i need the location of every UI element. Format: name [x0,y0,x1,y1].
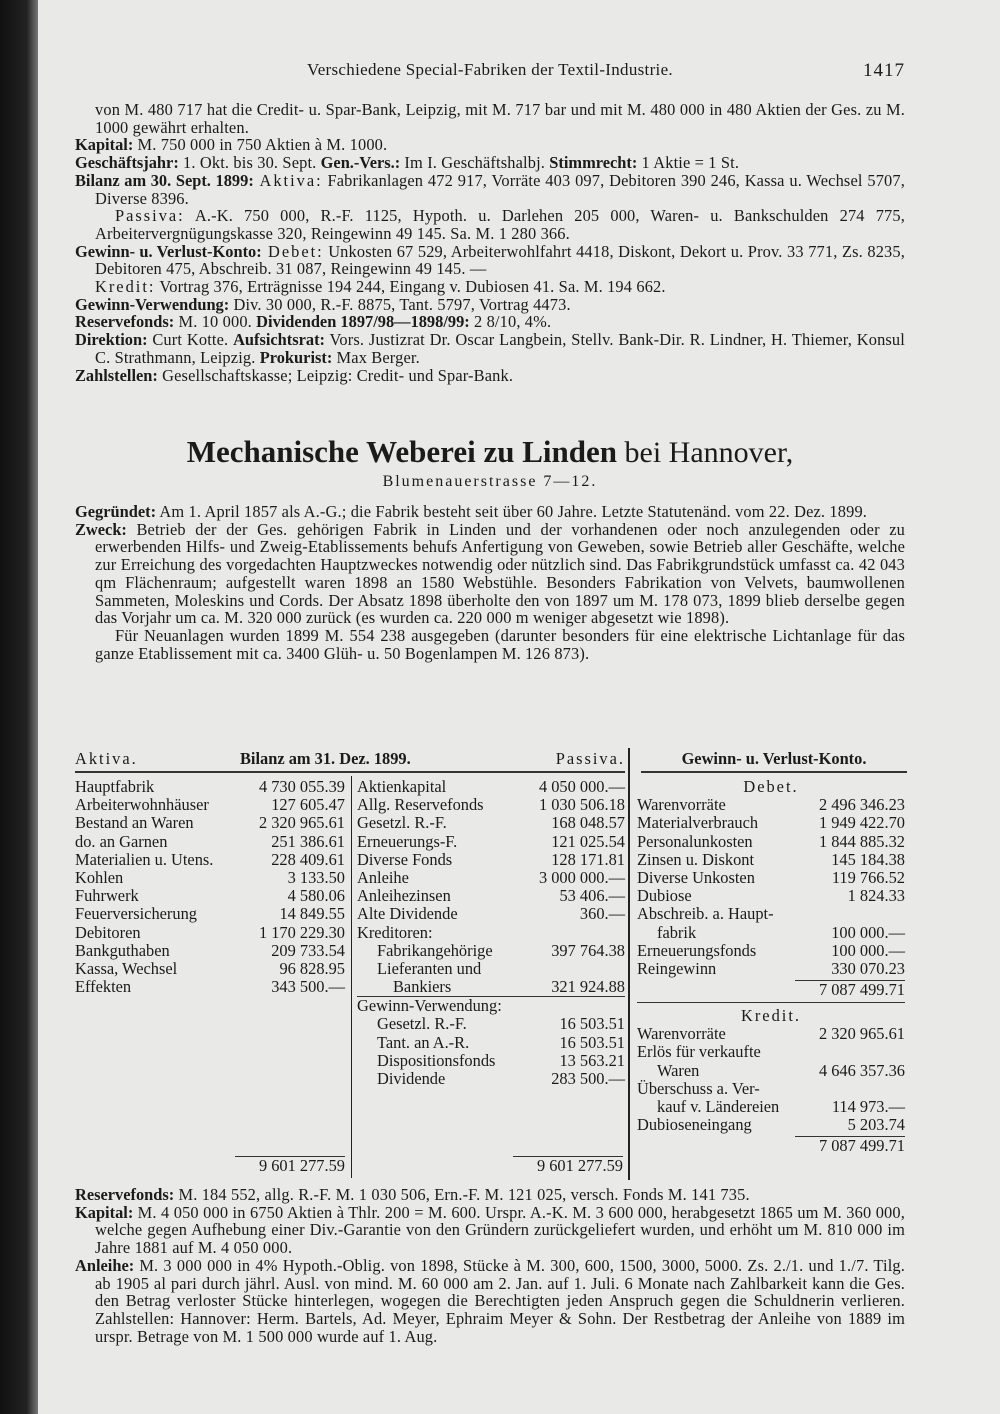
row-value: 3 000 000.— [538,867,625,887]
row-label: Gesetzl. R.-F. [377,1014,467,1034]
table-row [637,833,905,851]
company-location: bei Hannover, [617,436,794,469]
column-divider-main [628,748,630,1180]
field-label: Kapital: [75,135,134,155]
row-value: 360.— [579,904,625,924]
row-label: Warenvorräte [637,1024,726,1044]
table-row [637,851,905,869]
table-row [75,978,345,996]
table-row [357,1015,625,1033]
row-value: 4 730 055.39 [258,777,345,796]
text-run: Passiva: [115,206,185,226]
paragraph [75,207,905,242]
text-run: Gesellschaftskasse; Leipzig: Credit- und Spar-Bank. [157,365,514,385]
row-label: Arbeiterwohnhäuser [75,795,209,815]
row-value: 1 170 229.30 [258,922,345,942]
field-label: Stimmrecht: [549,153,638,173]
table-row [357,978,625,996]
text-run: A.-K. 750 000, R.-F. 1125, Hypoth. u. Darlehen 205 000, Waren- u. Bankschulden 274 775, Arbeitervergnügungskasse 320, Reingewinn 49 145. Sa. M. 1 280 366. [95,206,905,243]
table-row [75,869,345,887]
table-row [75,833,345,851]
text-run: M. 184 552, allg. R.-F. M. 1 030 506, Ern.-F. M. 121 025, versch. Fonds M. 141 735. [174,1185,750,1204]
table-row [637,796,905,814]
table-row [357,924,625,942]
row-label: Anleihezinsen [357,886,451,906]
text-run: Vors. Justizrat Dr. Oscar Langbein, Stellv. Bank-Dir. R. Lindner, H. Thiemer, Konsul C. Strathmann, Leipzig. [95,330,905,367]
bilanz-title: Bilanz am 31. Dez. 1899. [240,749,411,768]
table-row [75,905,345,923]
row-label: Effekten [75,977,132,997]
guv-column [637,777,905,1156]
row-label: Gesetzl. R.-F. [357,813,447,833]
row-label: Dispositionsfonds [377,1050,496,1070]
bilanz-header-rule [75,771,625,773]
row-label: Bestand an Waren [75,813,194,833]
table-row [637,869,905,887]
row-value: 1 824.33 [847,886,905,906]
field-label: Zahlstellen: [75,365,158,385]
row-value: 2 320 965.61 [258,813,345,833]
text-run: M. 750 000 in 750 Aktien à M. 1000. [133,135,388,155]
text-run: Im I. Geschäftshalbj. [400,153,550,173]
row-value: 2 496 346.23 [818,795,905,815]
passiva-column [357,778,625,1088]
row-label: Warenvorräte [637,795,726,815]
row-value: 16 503.51 [559,1014,625,1034]
kredit-total [637,1134,905,1156]
row-label: Fabrikangehörige [377,940,493,960]
table-row [637,1116,905,1134]
table-row [75,814,345,832]
row-value: 228 409.61 [271,849,345,869]
row-value: 3 133.50 [287,867,345,887]
row-label: Überschuss a. Ver- [637,1078,760,1098]
row-label: Kassa, Wechsel [75,958,178,978]
table-row [357,1052,625,1070]
row-label: Debitoren [75,922,141,942]
kredit-total-value: 7 087 499.71 [795,1136,905,1155]
row-label: Hauptfabrik [75,777,155,796]
row-value: 2 320 965.61 [818,1024,905,1044]
table-row [357,905,625,923]
table-row [357,887,625,905]
table-row [637,887,905,905]
field-label: Gen.-Vers.: [320,153,401,173]
table-row [637,960,905,978]
row-label: Dividende [377,1069,446,1088]
row-label: Kreditoren: [357,922,433,942]
table-row [357,960,625,978]
guv-title: Gewinn- u. Verlust-Konto. [681,749,867,768]
row-value: 1 030 506.18 [538,795,625,815]
paragraph [75,136,905,154]
row-label: Bankguthaben [75,940,170,960]
paragraph [75,627,905,662]
field-label: Anleihe: [75,1255,135,1275]
text-run: 1 Aktie = 1 St. [637,153,740,173]
row-value: 321 924.88 [551,977,625,997]
table-row [637,905,905,923]
row-label: do. an Garnen [75,831,168,851]
row-label: Erneuerungsfonds [637,940,757,960]
row-value: 283 500.— [551,1069,625,1088]
paragraph [75,1257,905,1346]
row-label: Reingewinn [637,958,717,978]
row-label: Waren [657,1060,700,1080]
table-row [75,942,345,960]
text-run: von M. 480 717 hat die Credit- u. Spar-Bank, Leipzig, mit M. 717 bar und mit M. 480 000 in 480 Aktien der Ges. zu M. 1000 gewährt erhalten. [95,100,905,137]
table-row [357,833,625,851]
paragraph [75,243,905,278]
company-description [75,503,905,662]
text-run: 1. Okt. bis 30. Sept. [178,153,321,173]
row-value: 100 000.— [831,922,905,942]
row-label: Aktienkapital [357,777,447,796]
row-value: 96 828.95 [279,958,345,978]
paragraph [75,296,905,314]
table-row [357,778,625,796]
guv-separator [637,1002,905,1003]
debet-total [637,978,905,1000]
row-value: 4 580.06 [287,886,345,906]
paragraph [75,1186,905,1204]
aktiva-column [75,778,345,996]
row-value: 121 025.54 [551,831,625,851]
text-run: Für Neuanlagen wurden 1899 M. 554 238 ausgegeben (darunter besonders für eine elektrische Lichtanlage für das ganze Etablissement mit ca. 3400 Glüh- u. 50 Bogenlampen M. 126 873). [95,625,905,663]
paragraph [75,367,905,385]
row-label: Bankiers [393,977,452,997]
table-row [75,887,345,905]
balance-tables [75,748,907,1188]
row-label: Diverse Fonds [357,849,453,869]
row-value: 53 406.— [559,886,625,906]
passiva-label: Passiva. [555,749,625,768]
paragraph [75,331,905,366]
field-label: Bilanz am 30. Sept. 1899: [75,170,254,190]
capital-section [75,1186,905,1345]
table-row [637,1098,905,1116]
table-row [75,778,345,796]
kredit-heading: Kredit. [741,1006,801,1026]
field-label: Geschäftsjahr: [75,153,179,173]
row-label: Kohlen [75,867,124,887]
scan-edge [0,0,38,1414]
text-run: M. 4 050 000 in 6750 Aktien à Thlr. 200 = M. 600. Urspr. A.-K. M. 3 600 000, herabgesetzt 1865 um M. 360 000, welche gegen Aufhebung einer Div.-Garantie von den Gründern zurückgeliefert wurden, und erhöht um M. 810 000 im Jahre 1881 auf M. 4 050 000. [95,1202,905,1258]
table-row [357,851,625,869]
row-label: Erneuerungs-F. [357,831,458,851]
table-row [75,924,345,942]
paragraph [75,313,905,331]
row-label: Fuhrwerk [75,886,139,906]
row-label: Gewinn-Verwendung: [357,996,502,1016]
row-value: 1 949 422.70 [818,813,905,833]
field-label: Dividenden 1897/98—1898/99: [256,312,470,332]
header-title: Verschiedene Special-Fabriken der Textil-Industrie. [307,60,673,79]
row-value: 119 766.52 [831,867,905,887]
table-row [357,996,625,1015]
field-label: Aufsichtsrat: [233,330,326,350]
row-value: 4 050 000.— [538,777,625,796]
table-row [637,1062,905,1080]
table-row [75,796,345,814]
field-label: Gewinn-Verwendung: [75,294,230,314]
table-row [75,960,345,978]
table-row [357,814,625,832]
row-label: Dubiose [637,886,692,906]
table-row [637,1043,905,1061]
table-row [357,1070,625,1088]
text-run: Debet: [261,241,324,261]
row-label: Dubioseneingang [637,1115,752,1135]
debet-total-value: 7 087 499.71 [795,980,905,999]
row-label: Zinsen u. Diskont [637,849,755,869]
table-row [357,796,625,814]
row-value: 13 563.21 [559,1050,625,1070]
table-row [637,942,905,960]
row-value: 128 171.81 [551,849,625,869]
guv-header-rule [641,771,907,773]
row-label: Allg. Reservefonds [357,795,484,815]
row-value: 127 605.47 [271,795,345,815]
row-value: 397 764.38 [551,940,625,960]
company-name: Mechanische Weberei zu Linden [186,434,618,469]
paragraph [75,101,905,136]
text-run: Max Berger. [332,347,420,367]
paragraph [75,278,905,296]
row-label: Alte Dividende [357,904,458,924]
text-run: Betrieb der der Ges. gehörigen Fabrik in Linden und der vorhandenen oder noch anzulegenden oder zu erwerbenden Hilfs- und Zweig-Etablissements behufs Anfertigung von Geweben, sowie Betrieb aller Geschäfte, welche zur Erreichung des vorgedachten Hauptzweckes notwendig oder nützlich sind. Das Fabrikgrundstück umfasst ca. 42 043 qm Flächenraum; aufgestellt waren 1898 an 1580 Webstühle. Besonders Fabrikation von Velvets, baumwollenen Sammeten, Moleskins und Cords. Der Absatz 1898 überholte den von 1897 um M. 178 073, 1899 blieb derselbe gegen das Vorjahr um ca. M. 320 000 zurück (es wurden ca. 220 000 m weniger abgesetzt wie 1898). [95,519,905,628]
text-run: M. 10 000. [174,312,257,332]
row-label: Abschreib. a. Haupt- [637,904,774,924]
row-label: Erlös für verkaufte [637,1042,761,1062]
paragraph [75,521,905,627]
row-label: Materialien u. Utens. [75,849,214,869]
field-label: Gegründet: [75,502,157,521]
paragraph [75,503,905,521]
row-label: Feuerversicherung [75,904,197,924]
table-row [637,1080,905,1098]
passiva-total: 9 601 277.59 [513,1156,623,1175]
row-value: 100 000.— [831,940,905,960]
table-row [75,851,345,869]
row-value: 114 973.— [831,1097,905,1116]
table-row [357,942,625,960]
table-row [637,924,905,942]
text-run: Unkosten 67 529, Arbeiterwohlfahrt 4418, Diskont, Dekort u. Prov. 33 771, Zs. 8235, Debitoren 475, Abschreib. 31 087, Reingewinn 49 145. — [95,241,905,279]
field-label: Reservefonds: [75,1185,175,1204]
table-row [357,869,625,887]
row-value: 168 048.57 [551,813,625,833]
row-value: 145 184.38 [831,849,905,869]
row-value: 251 386.61 [271,831,345,851]
row-value: 209 733.54 [271,940,345,960]
row-label: Diverse Unkosten [637,867,755,887]
paragraph [75,154,905,172]
field-label: Direktion: [75,330,148,350]
row-value: 16 503.51 [559,1032,625,1052]
paragraph [75,1204,905,1257]
row-label: fabrik [657,922,697,942]
table-row [637,814,905,832]
field-label: Kapital: [75,1202,134,1222]
field-label: Prokurist: [259,347,333,367]
row-label: kauf v. Ländereien [657,1097,780,1116]
debet-heading: Debet. [743,777,799,796]
aktiva-total: 9 601 277.59 [235,1156,345,1175]
company-title [75,434,905,470]
table-row [637,1025,905,1043]
paragraph [75,172,905,207]
text-run: Vortrag 376, Erträgnisse 194 244, Eingang v. Dubiosen 41. Sa. M. 194 662. [155,277,666,297]
row-value: 330 070.23 [831,958,905,978]
row-label: Tant. an A.-R. [377,1032,470,1052]
text-run: Curt Kotte. [147,330,234,350]
text-run: Am 1. April 1857 als A.-G.; die Fabrik besteht seit über 60 Jahre. Letzte Statutenänd. vom 22. Dez. 1899. [156,502,868,521]
running-header [75,60,905,84]
text-run: 2 8/10, 4%. [469,312,552,332]
text-run: Fabrikanlagen 472 917, Vorräte 403 097, Debitoren 390 246, Kassa u. Wechsel 5707, Diverse 8396. [95,170,906,208]
row-label: Personalunkosten [637,831,753,851]
text-run: Aktiva: [253,170,323,190]
row-value: 343 500.— [271,977,345,997]
field-label: Gewinn- u. Verlust-Konto: [75,241,262,261]
text-run: Div. 30 000, R.-F. 8875, Tant. 5797, Vortrag 4473. [229,294,571,314]
row-value: 4 646 357.36 [818,1060,905,1080]
row-label: Lieferanten und [377,958,482,978]
table-row [357,1034,625,1052]
row-value: 5 203.74 [847,1115,905,1135]
company-address: Blumenauerstrasse 7—12. [382,473,598,490]
previous-company-section [75,101,905,384]
column-divider [351,776,352,1178]
field-label: Zweck: [75,519,127,539]
text-run: M. 3 000 000 in 4% Hypoth.-Oblig. von 1898, Stücke à M. 300, 600, 1500, 3000, 5000. Zs. 2./1. und 1./7. Tilg. ab 1905 al pari durch jährl. Ausl. von mind. M. 60 000 am 2. Jan. auf 1. Juli. 6 Monate nach Zahlbarkeit kann die Ges. den Betrag verloster Stücke hinterlegen, wogegen die Berechtigten jeden Anspruch gegen die Schuldnerin verlieren. Zahlstellen: Hannover: Herm. Bartels, Ad. Meyer, Ephraim Meyer & Sohn. Der Restbetrag der Anleihe von 1889 im urspr. Betrage von M. 1 500 000 wurde auf 1. Aug. [95,1255,905,1346]
row-label: Anleihe [357,867,409,887]
field-label: Reservefonds: [75,312,175,332]
row-label: Materialverbrauch [637,813,759,833]
row-value: 14 849.55 [279,904,345,924]
row-value: 1 844 885.32 [818,831,905,851]
text-run: Kredit: [95,277,156,297]
aktiva-label: Aktiva. [75,749,138,768]
page-number: 1417 [863,60,905,81]
